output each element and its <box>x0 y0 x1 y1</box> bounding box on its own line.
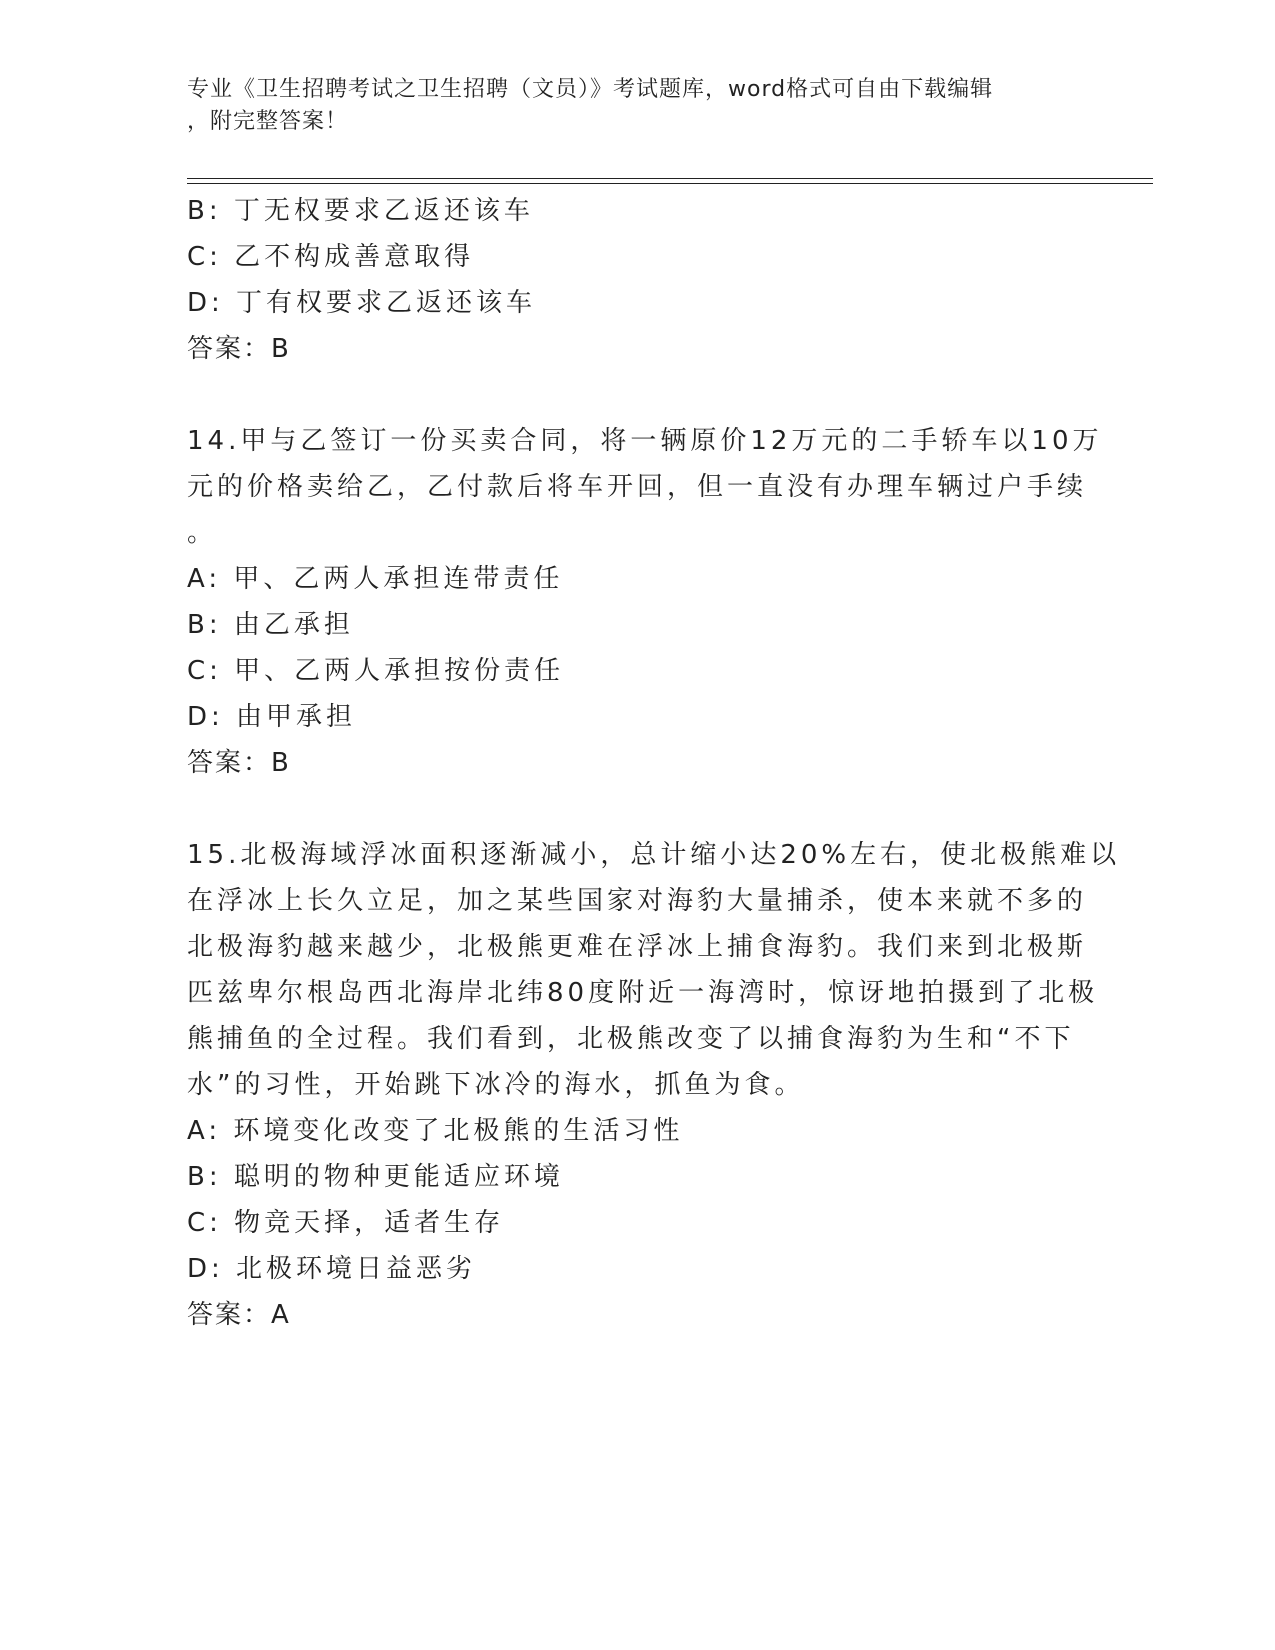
question-stem-line: 。 <box>187 518 218 548</box>
document-header <box>187 74 1067 138</box>
document-body <box>187 188 1121 1338</box>
option-b: B: 丁无权要求乙返还该车 <box>187 196 534 226</box>
option-a: A: 环境变化改变了北极熊的生活习性 <box>187 1116 684 1146</box>
option-a: A: 甲、乙两人承担连带责任 <box>187 564 564 594</box>
answer: 答案：A <box>187 1300 291 1330</box>
header-rule-bottom <box>187 183 1153 184</box>
question-stem-line: 15.北极海域浮冰面积逐渐减小，总计缩小达20%左右，使北极熊难以 <box>187 840 1121 870</box>
question-stem-line: 元的价格卖给乙，乙付款后将车开回，但一直没有办理车辆过户手续 <box>187 472 1088 502</box>
option-d: D: 丁有权要求乙返还该车 <box>187 288 537 318</box>
header-line-2: ，附完整答案！ <box>187 109 349 134</box>
question-stem-line: 匹兹卑尔根岛西北海岸北纬80度附近一海湾时，惊讶地拍摄到了北极 <box>187 978 1099 1008</box>
question-stem-line: 水”的习性，开始跳下冰冷的海水，抓鱼为食。 <box>187 1070 805 1100</box>
question-stem-line: 在浮冰上长久立足，加之某些国家对海豹大量捕杀，使本来就不多的 <box>187 886 1088 916</box>
answer: 答案：B <box>187 748 291 778</box>
header-rule-top <box>187 178 1153 179</box>
option-c: C: 物竞天择，适者生存 <box>187 1208 505 1238</box>
header-line-1: 专业《卫生招聘考试之卫生招聘（文员）》考试题库，word格式可自由下载编辑 <box>187 77 994 102</box>
option-c: C: 甲、乙两人承担按份责任 <box>187 656 565 686</box>
option-d: D: 北极环境日益恶劣 <box>187 1254 477 1284</box>
question-14 <box>187 418 1103 786</box>
option-d: D: 由甲承担 <box>187 702 357 732</box>
question-stem-line: 熊捕鱼的全过程。我们看到，北极熊改变了以捕食海豹为生和“不下 <box>187 1024 1075 1054</box>
spacer <box>187 372 1087 418</box>
answer: 答案：B <box>187 334 291 364</box>
question-13-tail <box>187 188 1087 372</box>
question-15 <box>187 832 1121 1338</box>
option-b: B: 聪明的物种更能适应环境 <box>187 1162 564 1192</box>
spacer <box>187 786 1087 832</box>
option-c: C: 乙不构成善意取得 <box>187 242 475 272</box>
option-b: B: 由乙承担 <box>187 610 354 640</box>
question-stem-line: 北极海豹越来越少，北极熊更难在浮冰上捕食海豹。我们来到北极斯 <box>187 932 1088 962</box>
question-stem-line: 14.甲与乙签订一份买卖合同，将一辆原价12万元的二手轿车以10万 <box>187 426 1103 456</box>
